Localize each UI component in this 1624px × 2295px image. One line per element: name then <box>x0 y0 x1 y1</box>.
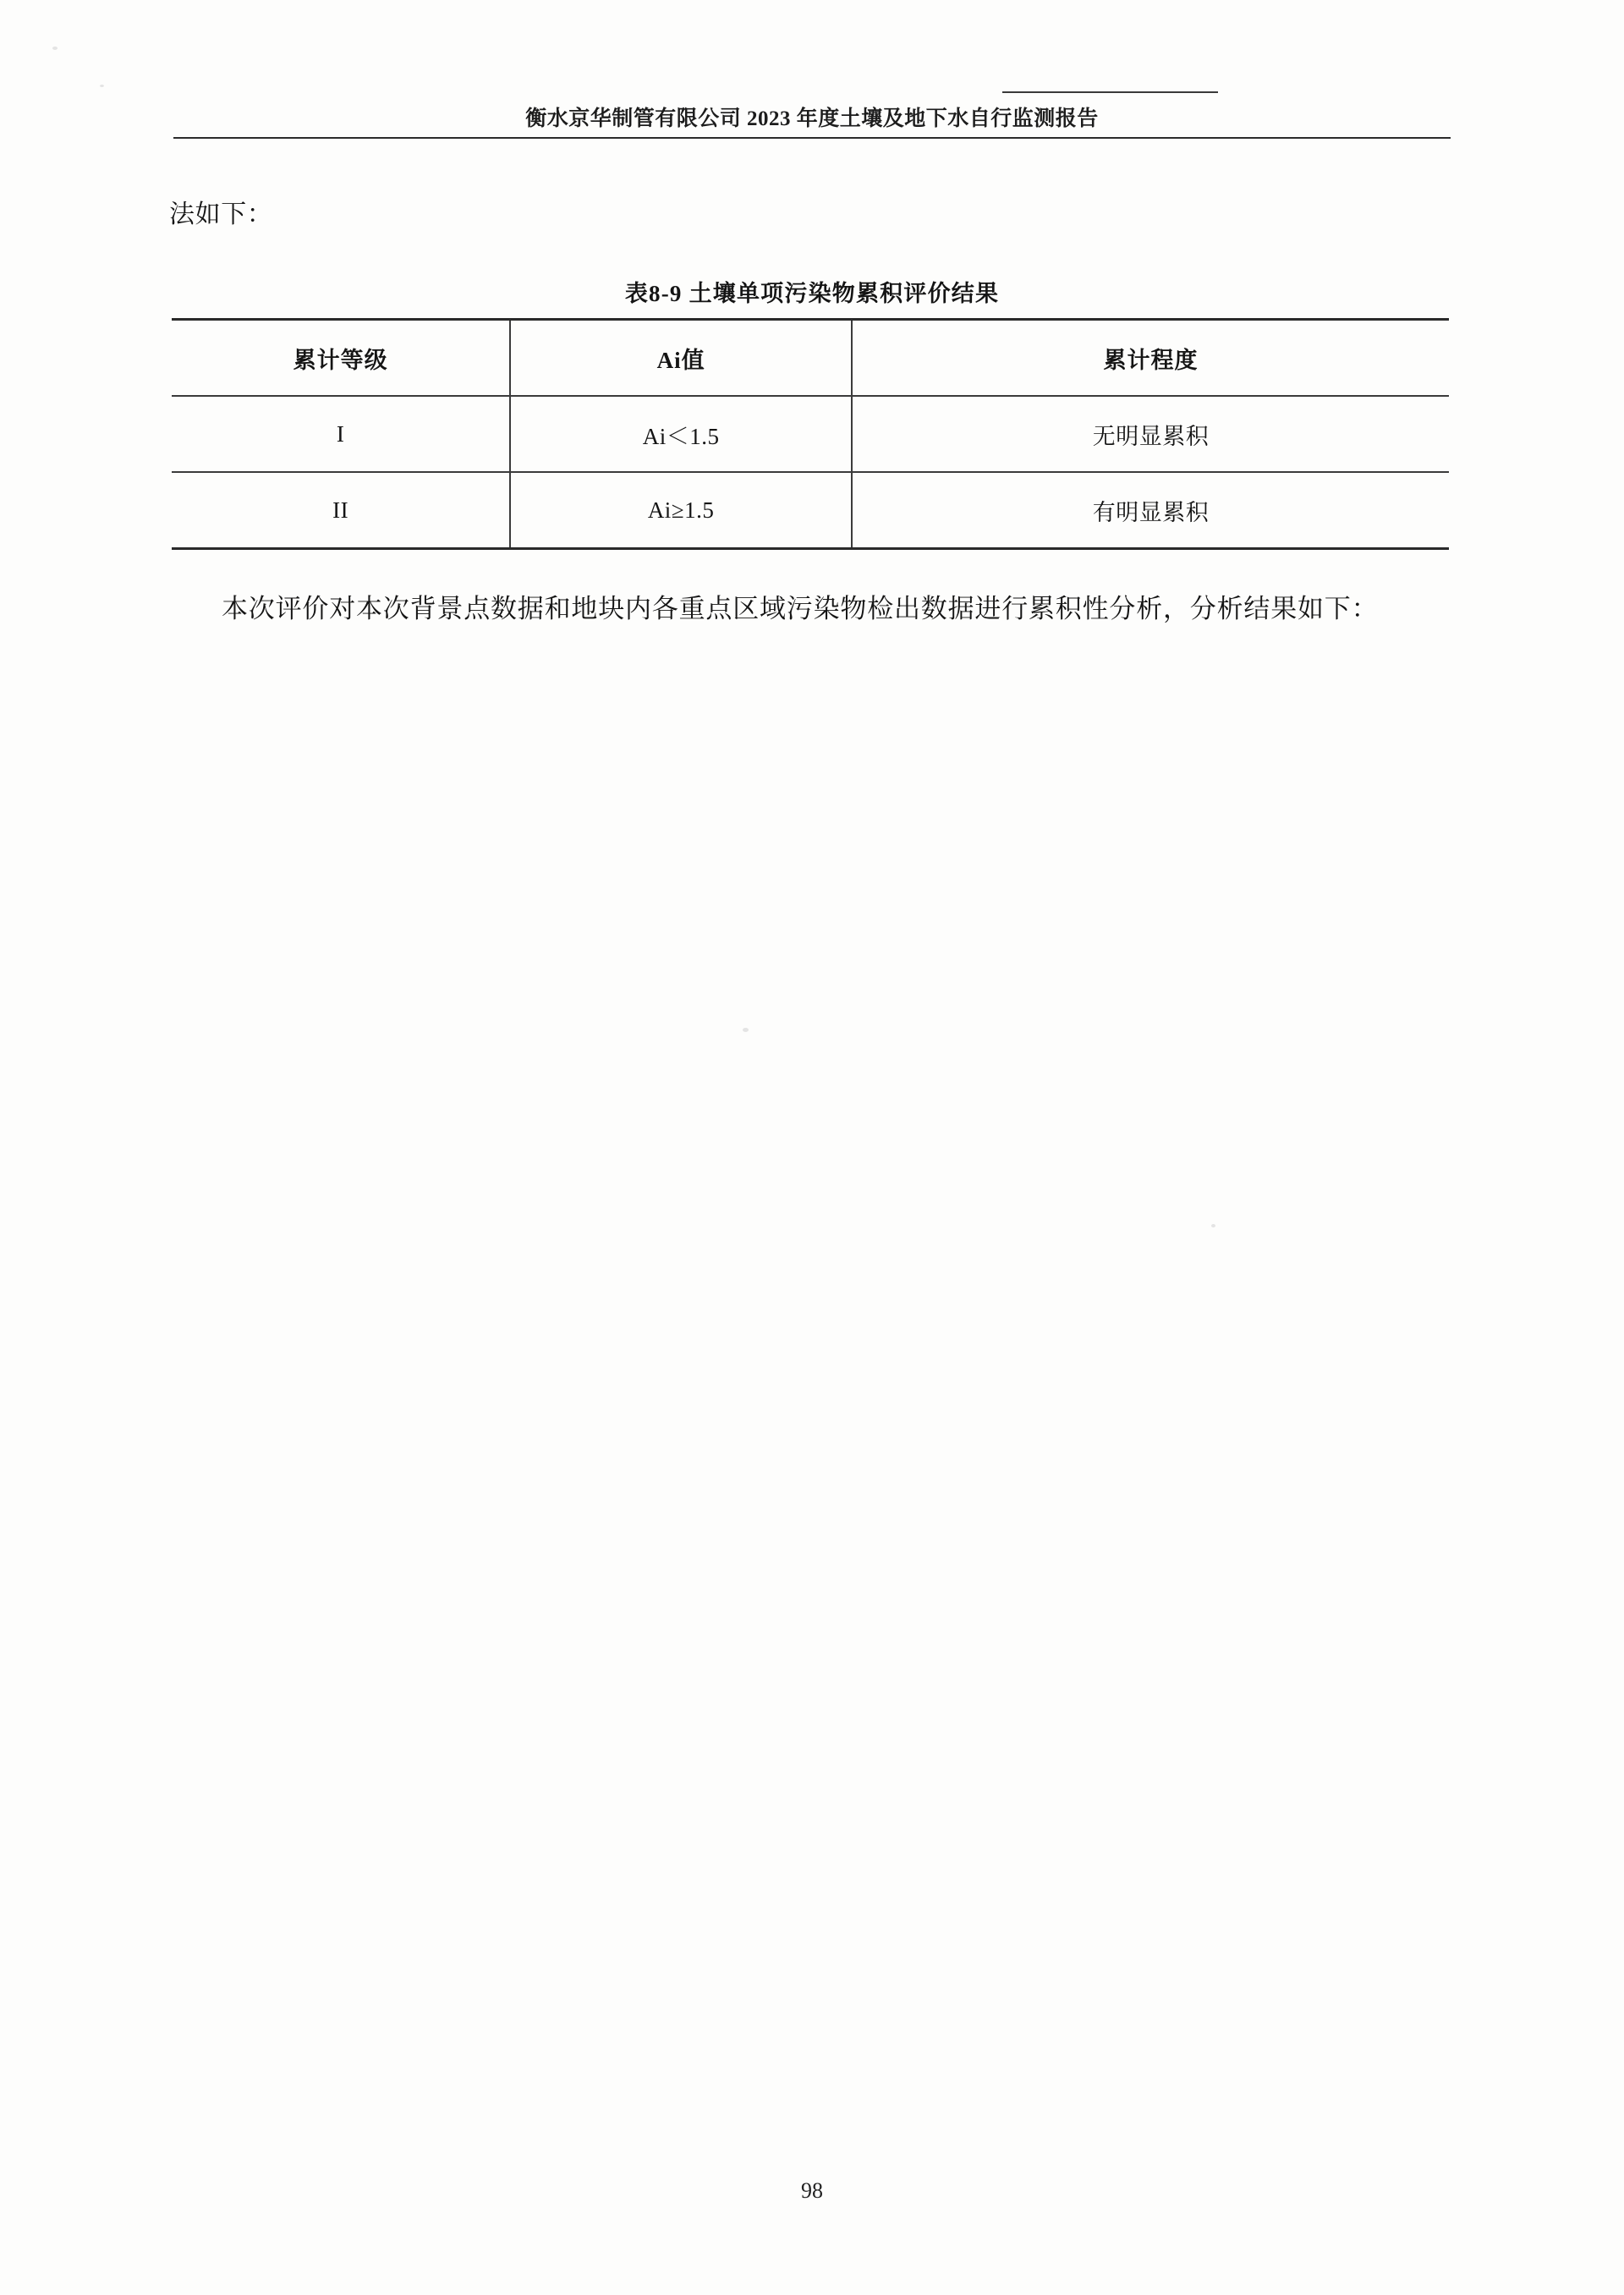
intro-line: 法如下： <box>169 200 273 228</box>
header-top-rule <box>1002 91 1218 93</box>
scan-speck <box>743 1028 749 1032</box>
column-header-grade: 累计等级 <box>172 320 510 397</box>
cell-ai-value: Ai＜1.5 <box>510 396 852 472</box>
accumulation-evaluation-table <box>172 318 1449 550</box>
page-number: 98 <box>801 2178 823 2203</box>
table-header-row <box>172 320 1449 397</box>
column-header-degree: 累计程度 <box>852 320 1449 397</box>
table-row <box>172 472 1449 549</box>
table-row <box>172 396 1449 472</box>
body-paragraph <box>169 584 1455 634</box>
cell-ai-value: Ai≥1.5 <box>510 472 852 549</box>
scan-speck <box>52 47 58 50</box>
paragraph-text: 本次评价对本次背景点数据和地块内各重点区域污染物检出数据进行累积性分析，分析结果如下： <box>222 594 1379 623</box>
scan-speck <box>100 85 104 87</box>
table-caption: 表8-9 土壤单项污染物累积评价结果 <box>624 281 1000 306</box>
header-divider <box>173 137 1451 139</box>
cell-grade: I <box>172 396 510 472</box>
table-body <box>172 396 1449 549</box>
cell-degree: 无明显累积 <box>852 396 1449 472</box>
column-header-ai-value: Ai值 <box>510 320 852 397</box>
cell-degree: 有明显累积 <box>852 472 1449 549</box>
header-title: 衡水京华制管有限公司 2023 年度土壤及地下水自行监测报告 <box>525 107 1099 130</box>
table-header <box>172 320 1449 397</box>
scan-speck <box>1211 1224 1215 1227</box>
page-header <box>173 102 1451 140</box>
cell-grade: II <box>172 472 510 549</box>
